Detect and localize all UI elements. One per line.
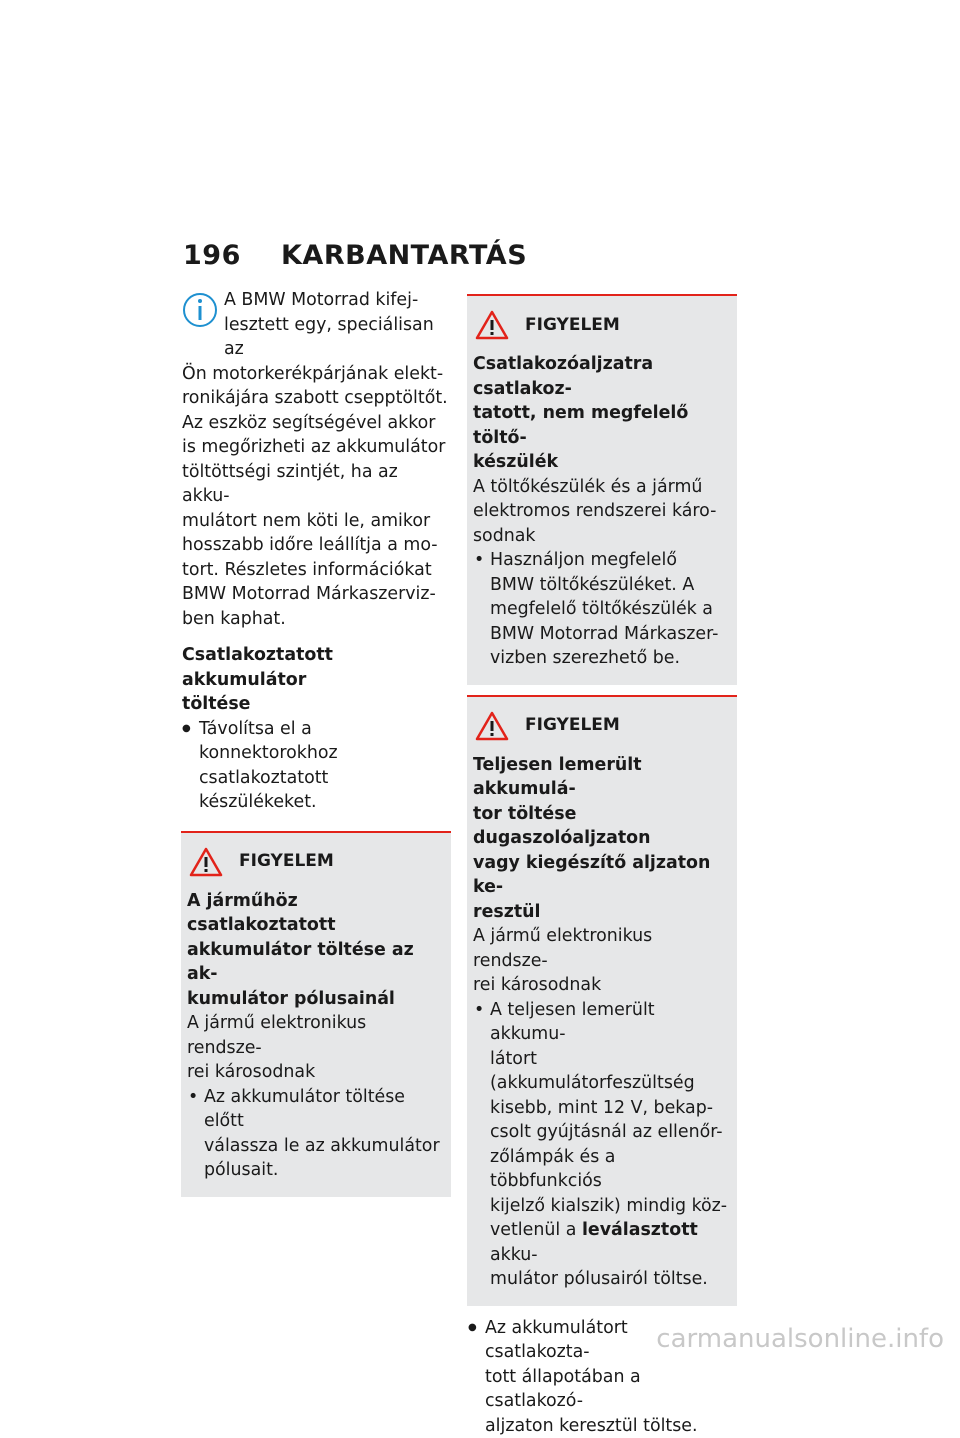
- warning-bullet-line: látort (akkumulátorfeszültség: [490, 1047, 731, 1096]
- warning-bullet-line: mulátor pólusairól töltse.: [490, 1267, 731, 1292]
- bullet-line: tott állapotában a csatlakozó-: [485, 1365, 736, 1414]
- bullet-line: aljzaton keresztül töltse.: [485, 1414, 736, 1438]
- warning-bullet-line: [490, 1218, 731, 1267]
- warning-box: [181, 831, 451, 1197]
- bullet-line: csatlakoztatott készülékeket.: [199, 766, 450, 815]
- warning-subtitle: [187, 889, 445, 1012]
- info-line: tort. Részletes információkat: [182, 558, 450, 583]
- warning-title-text: FIGYELEM: [239, 849, 334, 874]
- warning-bullet-line: válassza le az akkumulátor: [204, 1134, 445, 1159]
- warning-bullet: [473, 548, 731, 671]
- warning-subtitle-line: Teljesen lemerült akkumulá-: [473, 753, 731, 802]
- warning-bullet-line: csolt gyújtásnál az ellenőr-: [490, 1120, 731, 1145]
- chapter-title: KARBANTARTÁS: [281, 240, 527, 271]
- info-note: [182, 288, 450, 631]
- warning-subtitle-line: vagy kiegészítő aljzaton ke-: [473, 851, 731, 900]
- warning-text-line: rei károsodnak: [473, 973, 731, 998]
- info-line: A BMW Motorrad kifej-: [182, 288, 450, 313]
- warning-bullet-line: BMW töltőkészüléket. A: [490, 573, 731, 598]
- warning-title: [187, 847, 445, 877]
- warning-subtitle-line: tor töltése dugaszolóaljzaton: [473, 802, 731, 851]
- info-line: töltöttségi szintjét, ha az akku-: [182, 460, 450, 509]
- warning-text-line: sodnak: [473, 524, 731, 549]
- warning-subtitle-line: Csatlakozóaljzatra csatlakoz-: [473, 352, 731, 401]
- info-line: lesztett egy, speciálisan az: [182, 313, 450, 362]
- right-column: [468, 288, 736, 1438]
- warning-title: [473, 310, 731, 340]
- warning-text-line: A töltőkészülék és a jármű: [473, 475, 731, 500]
- warning-subtitle: [473, 753, 731, 925]
- warning-bullet-line: megfelelő töltőkészülék a: [490, 597, 731, 622]
- heading-line: Csatlakoztatott akkumulátor: [182, 643, 450, 692]
- warning-subtitle-line: akkumulátor töltése az ak-: [187, 938, 445, 987]
- info-line: BMW Motorrad Márkaszerviz-: [182, 582, 450, 607]
- watermark: carmanualsonline.info: [656, 1324, 944, 1354]
- warning-bullet: [187, 1085, 445, 1183]
- warning-text-line: A jármű elektronikus rendsze-: [473, 924, 731, 973]
- warning-triangle-icon: [189, 847, 223, 877]
- warning-title: [473, 711, 731, 741]
- page-number: 196: [183, 240, 281, 271]
- warning-subtitle: [473, 352, 731, 475]
- warning-bullet-line: kisebb, mint 12 V, bekap-: [490, 1096, 731, 1121]
- info-line: ronikájára szabott csepptöltőt.: [182, 386, 450, 411]
- warning-subtitle-line: készülék: [473, 450, 731, 475]
- warning-bullet-line: • Az akkumulátor töltése előtt: [204, 1085, 445, 1134]
- text-fragment: vetlenül a: [490, 1220, 582, 1240]
- emphasized-word: leválasztott: [582, 1220, 698, 1240]
- info-line: hosszabb időre leállítja a mo-: [182, 533, 450, 558]
- warning-title-text: FIGYELEM: [525, 713, 620, 738]
- warning-subtitle-line: resztül: [473, 900, 731, 925]
- info-line: mulátort nem köti le, amikor: [182, 509, 450, 534]
- warning-text-line: rei károsodnak: [187, 1060, 445, 1085]
- warning-bullet-line: BMW Motorrad Márkaszer-: [490, 622, 731, 647]
- heading-line: töltése: [182, 692, 450, 717]
- bullet-line: ● Az akkumulátort csatlakozta-: [485, 1316, 736, 1365]
- bullet-line: ● Távolítsa el a konnektorokhoz: [199, 717, 450, 766]
- warning-subtitle-line: tatott, nem megfelelő töltő-: [473, 401, 731, 450]
- warning-text-line: elektromos rendszerei káro-: [473, 499, 731, 524]
- warning-bullet-line: vizben szerezhető be.: [490, 646, 731, 671]
- warning-box: [467, 695, 737, 1306]
- warning-triangle-icon: [475, 310, 509, 340]
- page-header: [183, 240, 527, 271]
- warning-bullet-line: zőlámpák és a többfunkciós: [490, 1145, 731, 1194]
- warning-bullet-line: kijelző kialszik) mindig köz-: [490, 1194, 731, 1219]
- section-heading: [182, 643, 450, 717]
- warning-subtitle-line: A járműhöz csatlakoztatott: [187, 889, 445, 938]
- warning-bullet-line: pólusait.: [204, 1158, 445, 1183]
- bullet-item: [182, 717, 450, 815]
- warning-subtitle-line: kumulátor pólusainál: [187, 987, 445, 1012]
- warning-bullet: [473, 998, 731, 1292]
- info-line: Ön motorkerékpárjának elekt-: [182, 362, 450, 387]
- info-line: ben kaphat.: [182, 607, 450, 632]
- warning-triangle-icon: [475, 711, 509, 741]
- text-fragment: akku-: [490, 1245, 538, 1265]
- info-line: Az eszköz segítségével akkor: [182, 411, 450, 436]
- warning-bullet-line: • Használjon megfelelő: [490, 548, 731, 573]
- left-column: [182, 288, 450, 1197]
- info-line: is megőrizheti az akkumulátor: [182, 435, 450, 460]
- warning-title-text: FIGYELEM: [525, 313, 620, 338]
- warning-bullet-line: • A teljesen lemerült akkumu-: [490, 998, 731, 1047]
- info-icon: [182, 290, 218, 330]
- warning-text-line: A jármű elektronikus rendsze-: [187, 1011, 445, 1060]
- warning-box: [467, 294, 737, 685]
